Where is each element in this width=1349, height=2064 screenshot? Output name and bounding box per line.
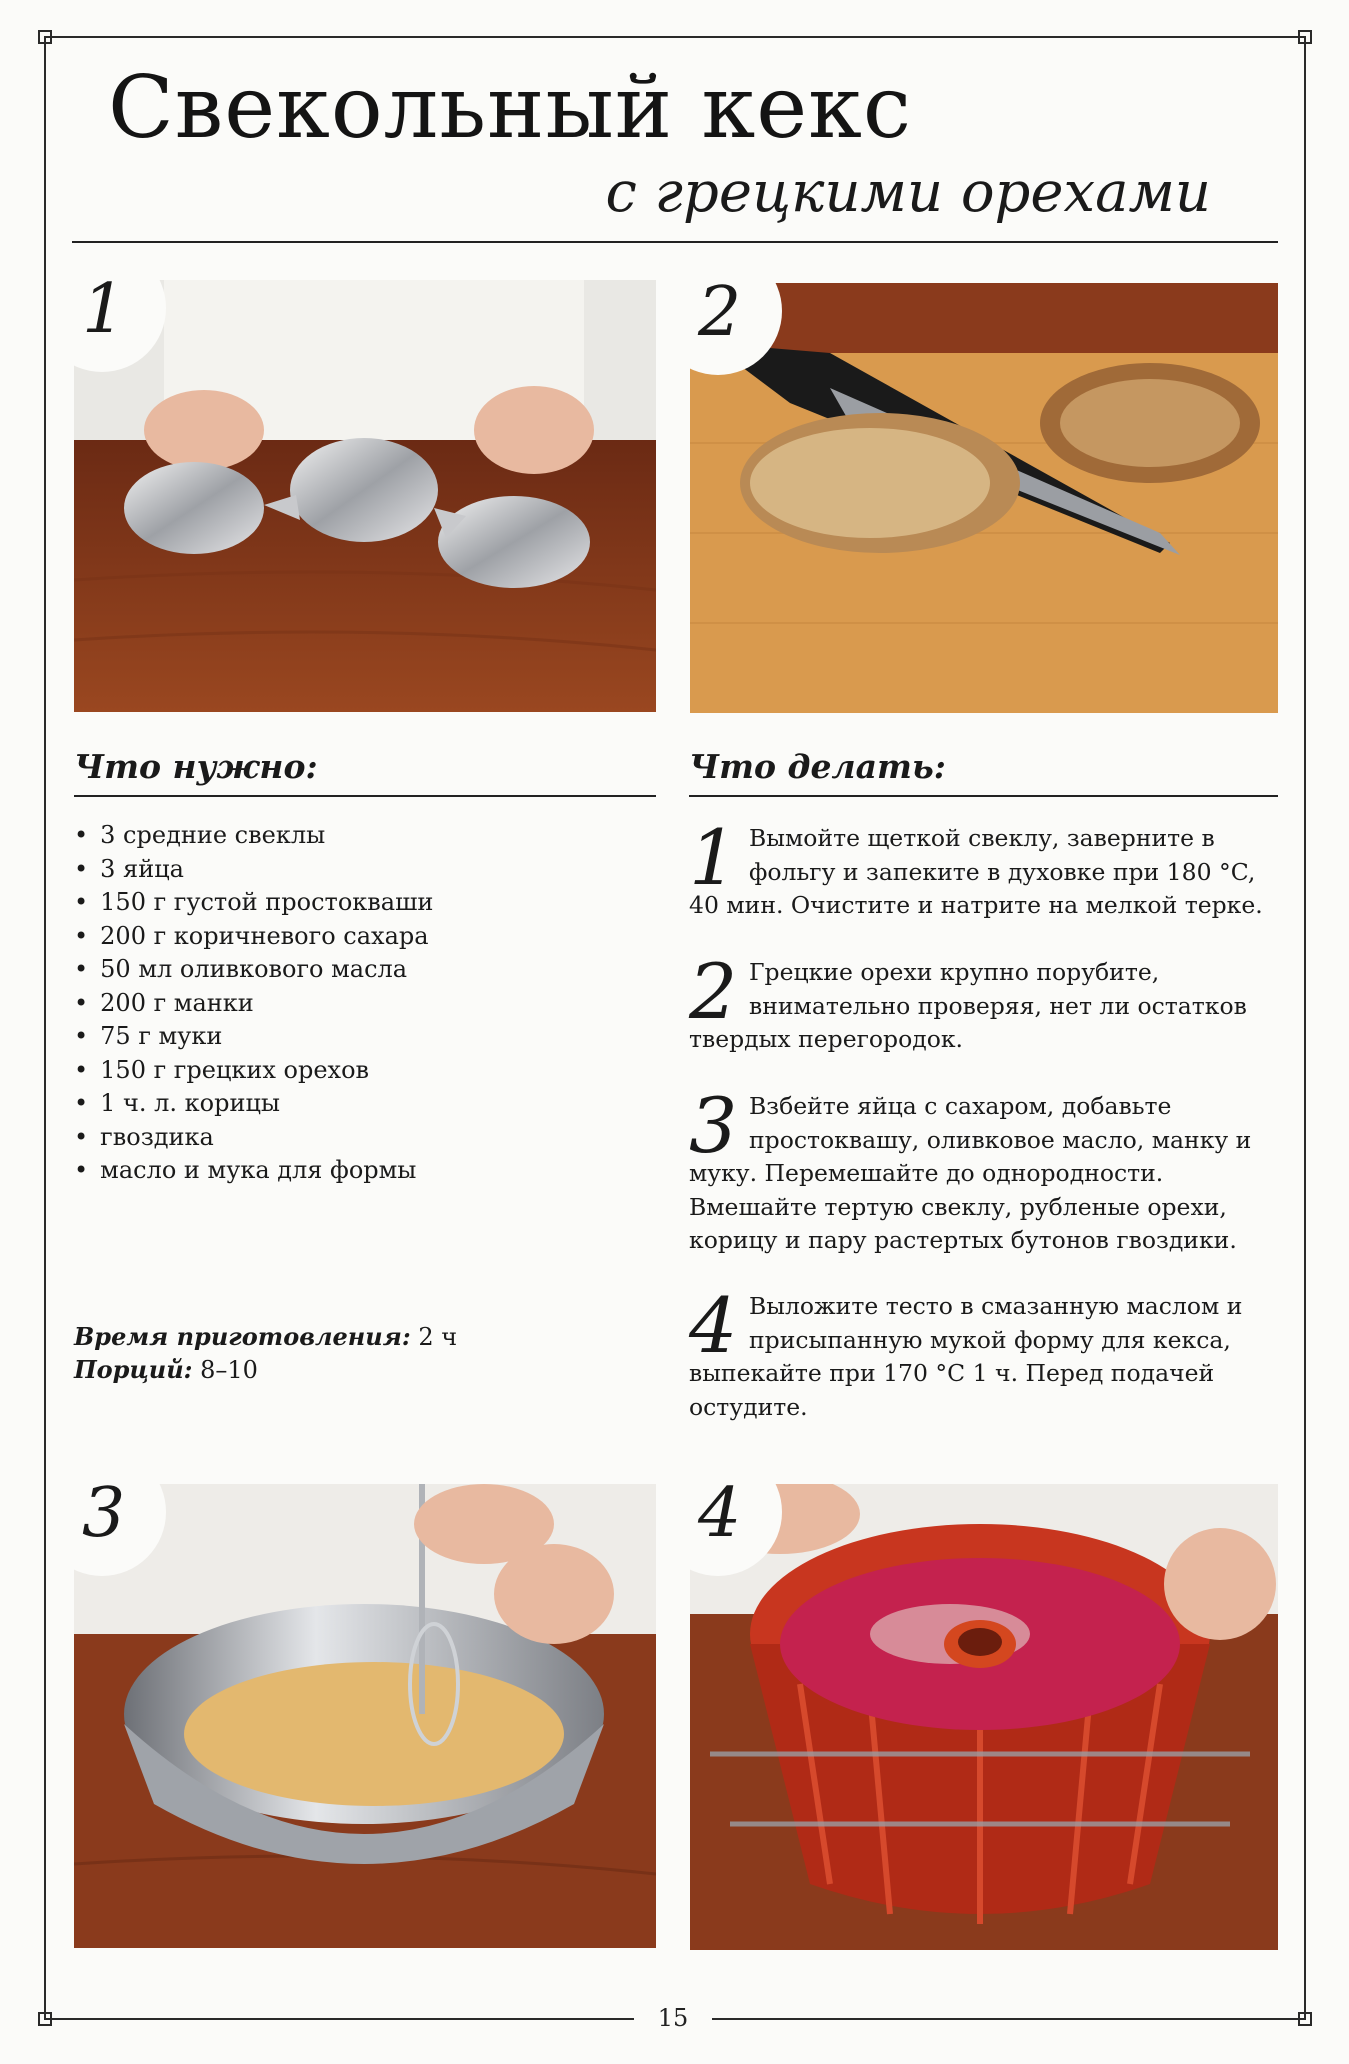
photo-step-badge: 1 (74, 280, 166, 372)
step-photo-1 (74, 280, 656, 712)
direction-step (689, 947, 1279, 1057)
servings (74, 1355, 258, 1384)
ingredient-item: • 150 г грецких орехов (74, 1054, 433, 1088)
direction-step (689, 813, 1279, 923)
frame-corner-ornament (1298, 30, 1312, 44)
directions-divider (689, 795, 1278, 797)
photo-step-badge: 2 (690, 283, 782, 375)
frame-right (1304, 36, 1306, 2020)
ingredient-item: • 50 мл оливкового масла (74, 953, 433, 987)
cooking-time-value: 2 ч (418, 1323, 458, 1351)
recipe-subtitle: с грецкими орехами (605, 160, 1211, 225)
servings-label: Порций: (74, 1355, 193, 1384)
ingredient-item: • 75 г муки (74, 1020, 433, 1054)
step-photo-3 (74, 1484, 656, 1948)
ingredient-item: • 200 г манки (74, 987, 433, 1021)
direction-step-text: Взбейте яйца с сахаром, добавьте простоквашу, оливковое масло, манку и муку. Перемешайте до однородности. Вмешайте тертую свеклу, рубленые орехи, корицу и пару растертых бутонов гвоздики. (689, 1092, 1252, 1254)
frame-bottom-left (44, 2018, 634, 2020)
frame-left (44, 36, 46, 2020)
step-photo-2 (690, 283, 1278, 713)
ingredient-item: • 150 г густой простокваши (74, 886, 433, 920)
direction-step (689, 1081, 1279, 1258)
direction-step (689, 1281, 1279, 1424)
direction-step-text: Грецкие орехи крупно порубите, внимательно проверяя, нет ли остатков твердых перегородок. (689, 958, 1247, 1053)
title-divider (72, 241, 1278, 243)
frame-corner-ornament (38, 2012, 52, 2026)
frame-top (44, 36, 1306, 38)
ingredients-list (74, 819, 433, 1188)
frame-bottom-right (712, 2018, 1306, 2020)
page-number: 15 (657, 2004, 689, 2032)
cooking-time-label: Время приготовления: (74, 1322, 411, 1351)
direction-step-number: 2 (689, 947, 738, 1036)
ingredient-item: • 3 средние свеклы (74, 819, 433, 853)
ingredient-item: • 200 г коричневого сахара (74, 920, 433, 954)
direction-step-text: Вымойте щеткой свеклу, заверните в фольгу и запеките в духовке при 180 °C, 40 мин. Очистите и натрите на мелкой терке. (689, 824, 1263, 919)
ingredients-heading: Что нужно: (74, 747, 318, 786)
photo-step-badge: 4 (690, 1484, 782, 1576)
ingredient-item: • 3 яйца (74, 853, 433, 887)
frame-corner-ornament (38, 30, 52, 44)
ingredient-item: • масло и мука для формы (74, 1154, 433, 1188)
ingredient-item: • 1 ч. л. корицы (74, 1087, 433, 1121)
directions-heading: Что делать: (689, 747, 946, 786)
recipe-title: Свекольный кекс (108, 58, 913, 158)
ingredients-divider (74, 795, 656, 797)
photo-step-badge: 3 (74, 1484, 166, 1576)
direction-step-number: 3 (689, 1081, 738, 1170)
step-photo-4 (690, 1484, 1278, 1950)
direction-step-number: 4 (689, 1281, 738, 1370)
servings-value: 8–10 (200, 1356, 258, 1384)
cooking-time (74, 1322, 457, 1351)
frame-corner-ornament (1298, 2012, 1312, 2026)
direction-step-text: Выложите тесто в смазанную маслом и присыпанную мукой форму для кекса, выпекайте при 170 °C 1 ч. Перед подачей остудите. (689, 1292, 1243, 1421)
ingredient-item: • гвоздика (74, 1121, 433, 1155)
direction-step-number: 1 (689, 813, 738, 902)
